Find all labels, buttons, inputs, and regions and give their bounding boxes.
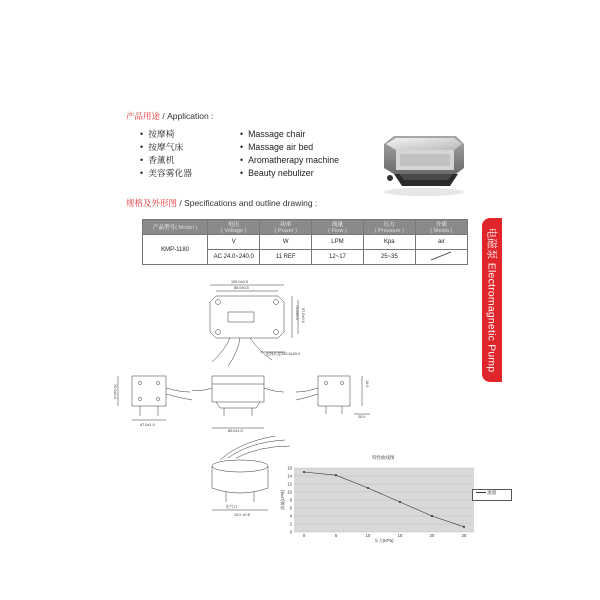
dim-left-height: 70.0±0.5: [113, 384, 117, 399]
y-tick-label: 4: [289, 513, 292, 519]
application-title: [126, 110, 213, 122]
y-tick-label: 8: [289, 497, 292, 503]
list-item: • 按摩椅: [140, 128, 192, 141]
y-tick-label: 16: [287, 465, 292, 471]
legend-line: [476, 492, 486, 493]
y-tick-label: 10: [287, 489, 292, 495]
data-point: [399, 501, 401, 503]
value-cell: 25~35: [363, 250, 415, 265]
legend-label: 流量: [487, 490, 497, 495]
list-item: • 按摩气床: [140, 141, 192, 154]
right-view: [296, 376, 370, 414]
dim-bottom: 10.0 ±0.5: [234, 513, 250, 517]
header-model: 产品型号( Model ): [143, 220, 208, 235]
dim-right-1: 74.0±0.5: [295, 305, 299, 320]
dim-side-b: 20.0: [358, 415, 366, 419]
table-header-row: [143, 220, 468, 235]
chart-ylabel: 流量(LPM): [280, 490, 285, 510]
wire-length-note: 电线长度300.0±20.0: [266, 352, 301, 356]
list-item: • Aromatherapy machine: [240, 154, 339, 167]
list-item: • 美容雾化器: [140, 167, 192, 180]
header-media: 介质 ( Media ): [415, 220, 467, 235]
value-cell: 11 REF: [260, 250, 312, 265]
chart-legend: [472, 489, 512, 501]
table-row: [143, 235, 468, 250]
list-item: • Beauty nebulizer: [240, 167, 339, 180]
list-item: • 香薰机: [140, 154, 192, 167]
spec-table: [142, 219, 468, 265]
value-cell: 12~17: [312, 250, 364, 265]
left-view: [118, 376, 192, 420]
characteristic-chart: [278, 462, 478, 544]
y-tick-label: 2: [289, 521, 292, 527]
x-tick-label: 20: [429, 533, 435, 538]
data-point: [303, 471, 305, 473]
side-tab-label: 电磁泵 Electromagnetic Pump: [485, 227, 498, 373]
dim-right-2: 57.0±0.5: [301, 308, 305, 323]
dim-top-2: 85.0±0.5: [234, 286, 249, 290]
application-title-en: Application :: [167, 111, 214, 121]
y-tick-label: 6: [289, 505, 292, 511]
dim-front-width: 80.0±1.0: [228, 429, 243, 433]
list-item: • Massage air bed: [240, 141, 339, 154]
value-cell: AC 24.0~240.0: [208, 250, 260, 265]
front-view: [192, 376, 284, 428]
specs-title-en: Specifications and outline drawing :: [184, 198, 318, 208]
unit-cell: air: [415, 235, 467, 250]
list-item: • Massage chair: [240, 128, 339, 141]
x-tick-label: 15: [397, 533, 403, 538]
media-slash-cell: [415, 250, 467, 265]
application-list-cn: [140, 128, 192, 180]
y-tick-label: 12: [287, 481, 292, 487]
specs-title: [126, 197, 317, 209]
x-tick-label: 10: [365, 533, 371, 538]
dim-top-1: 105.0±0.5: [231, 280, 248, 284]
chart-title: 特性曲线图: [372, 455, 395, 460]
x-tick-label: 0: [302, 533, 306, 538]
slash-mark: [426, 251, 456, 261]
dim-side: 16.0: [365, 380, 369, 388]
chart-xlabel: 压力(KPa): [374, 538, 394, 543]
unit-cell: Kpa: [363, 235, 415, 250]
unit-cell: V: [208, 235, 260, 250]
specs-title-cn: 规格及外形图: [126, 198, 178, 208]
data-point: [367, 487, 369, 489]
application-title-sep: /: [160, 111, 168, 121]
port-note: 出气口: [226, 505, 238, 509]
header-pressure: 压力 ( Pressure ): [363, 220, 415, 235]
specs-title-sep: /: [177, 198, 185, 208]
unit-cell: LPM: [312, 235, 364, 250]
header-flow: 流量 ( Flow ): [312, 220, 364, 235]
y-tick-label: 0: [289, 529, 292, 535]
data-point: [335, 474, 337, 476]
application-list-en: [240, 128, 339, 180]
dim-left-width: 47.0±1.0: [140, 423, 155, 427]
model-cell: KMP-1180: [143, 235, 208, 265]
data-point: [463, 526, 465, 528]
application-title-cn: 产品用途: [126, 111, 161, 121]
data-point: [431, 515, 433, 517]
x-tick-label: 25: [461, 533, 467, 538]
header-voltage: 电压 ( Voltage ): [208, 220, 260, 235]
product-photo: [372, 128, 472, 198]
unit-cell: W: [260, 235, 312, 250]
header-power: 功率 ( Power ): [260, 220, 312, 235]
y-tick-label: 14: [287, 473, 292, 479]
x-tick-label: 5: [334, 533, 338, 538]
